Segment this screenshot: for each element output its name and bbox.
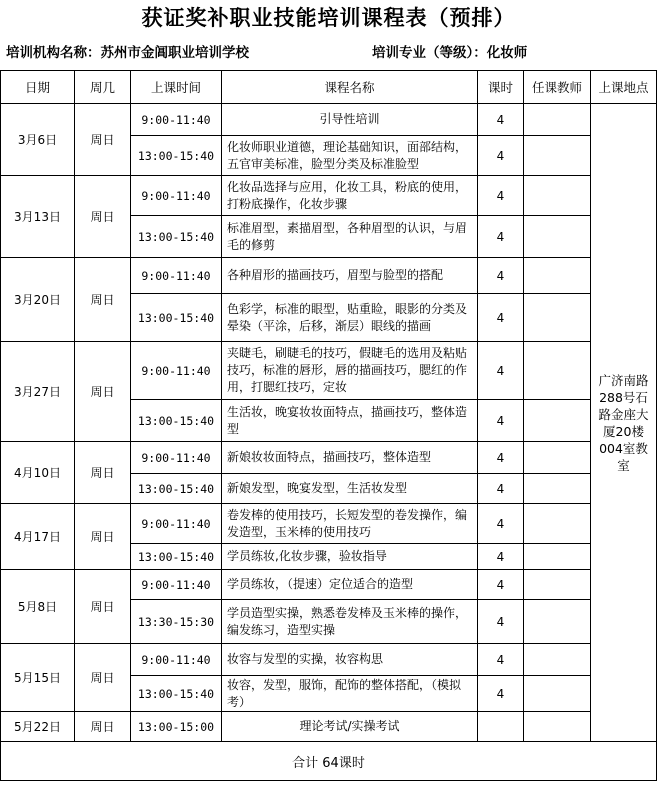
time-cell: 9:00-11:40 [131,442,222,474]
header-location: 上课地点 [591,71,657,104]
teacher-cell [524,504,591,544]
time-cell: 9:00-11:40 [131,504,222,544]
time-cell: 9:00-11:40 [131,644,222,676]
teacher-cell [524,136,591,176]
weekday-cell: 周日 [75,570,131,644]
course-cell: 引导性培训 [222,104,478,136]
table-row [1,644,657,676]
course-cell: 学员造型实操，熟悉卷发棒及玉米棒的操作，编发练习，造型实操 [222,600,478,644]
course-cell: 各种眉形的描画技巧，眉型与脸型的搭配 [222,258,478,294]
time-cell: 9:00-11:40 [131,570,222,600]
training-org-label: 培训机构名称：苏州市金阊职业培训学校 [6,45,249,61]
hours-cell: 4 [478,504,524,544]
time-cell: 13:00-15:40 [131,216,222,258]
teacher-cell [524,474,591,504]
time-cell: 13:00-15:40 [131,474,222,504]
time-cell: 9:00-11:40 [131,176,222,216]
course-cell: 标准眉型，素描眉型，各种眉型的认识，与眉毛的修剪 [222,216,478,258]
time-cell: 13:00-15:40 [131,400,222,442]
hours-cell: 4 [478,176,524,216]
weekday-cell: 周日 [75,258,131,342]
total-cell: 合计 64课时 [1,742,657,781]
header-course: 课程名称 [222,71,478,104]
time-cell: 13:00-15:00 [131,712,222,742]
teacher-cell [524,712,591,742]
table-row [1,342,657,400]
header-weekday: 周几 [75,71,131,104]
course-cell: 化妆师职业道德，理论基础知识，面部结构，五官审美标准，脸型分类及标准脸型 [222,136,478,176]
table-row [1,176,657,216]
course-cell: 卷发棒的使用技巧，长短发型的卷发操作，编发造型，玉米棒的使用技巧 [222,504,478,544]
course-cell: 学员练妆,化妆步骤，验妆指导 [222,544,478,570]
teacher-cell [524,258,591,294]
time-cell: 13:00-15:40 [131,676,222,712]
date-cell: 5月8日 [1,570,75,644]
hours-cell: 4 [478,474,524,504]
table-row [1,504,657,544]
date-cell: 3月20日 [1,258,75,342]
weekday-cell: 周日 [75,176,131,258]
time-cell: 13:30-15:30 [131,600,222,644]
teacher-cell [524,104,591,136]
course-cell: 妆容与发型的实操，妆容构思 [222,644,478,676]
hours-cell: 4 [478,442,524,474]
hours-cell: 4 [478,104,524,136]
weekday-cell: 周日 [75,644,131,712]
course-cell: 学员练妆，（提速）定位适合的造型 [222,570,478,600]
table-row [1,104,657,136]
location-cell: 广济南路288号石路金座大厦20楼004室教室 [591,104,657,742]
teacher-cell [524,442,591,474]
table-row [1,442,657,474]
weekday-cell: 周日 [75,712,131,742]
training-major-label: 培训专业（等级）：化妆师 [372,45,528,61]
course-cell: 妆容，发型，服饰，配饰的整体搭配，（模拟考） [222,676,478,712]
hours-cell: 4 [478,600,524,644]
course-cell: 新娘妆妆面特点，描画技巧，整体造型 [222,442,478,474]
info-row [0,36,657,70]
time-cell: 13:00-15:40 [131,136,222,176]
course-cell: 新娘发型，晚宴发型，生活妆发型 [222,474,478,504]
hours-cell: 4 [478,644,524,676]
time-cell: 9:00-11:40 [131,104,222,136]
date-cell: 3月13日 [1,176,75,258]
teacher-cell [524,570,591,600]
hours-cell: 4 [478,294,524,342]
hours-cell: 4 [478,676,524,712]
hours-cell: 4 [478,258,524,294]
date-cell: 4月10日 [1,442,75,504]
course-cell: 化妆品选择与应用，化妆工具，粉底的使用，打粉底操作，化妆步骤 [222,176,478,216]
date-cell: 4月17日 [1,504,75,570]
hours-cell: 4 [478,136,524,176]
teacher-cell [524,176,591,216]
table-header-row [1,71,657,104]
weekday-cell: 周日 [75,342,131,442]
weekday-cell: 周日 [75,504,131,570]
weekday-cell: 周日 [75,104,131,176]
course-cell: 夹睫毛，刷睫毛的技巧，假睫毛的选用及粘贴技巧，标准的唇形，唇的描画技巧，腮红的作用，打腮红技巧，定妆 [222,342,478,400]
teacher-cell [524,600,591,644]
course-cell: 生活妆，晚宴妆妆面特点，描画技巧，整体造型 [222,400,478,442]
table-row [1,258,657,294]
date-cell: 3月6日 [1,104,75,176]
teacher-cell [524,400,591,442]
table-row [1,570,657,600]
header-hours: 课时 [478,71,524,104]
time-cell: 9:00-11:40 [131,258,222,294]
teacher-cell [524,644,591,676]
hours-cell: 4 [478,342,524,400]
date-cell: 3月27日 [1,342,75,442]
time-cell: 13:00-15:40 [131,294,222,342]
header-time: 上课时间 [131,71,222,104]
hours-cell: 4 [478,544,524,570]
total-row [1,742,657,781]
schedule-table [0,70,657,781]
date-cell: 5月22日 [1,712,75,742]
date-cell: 5月15日 [1,644,75,712]
weekday-cell: 周日 [75,442,131,504]
teacher-cell [524,216,591,258]
page-title: 获证奖补职业技能培训课程表（预排） [141,6,516,30]
hours-cell: 4 [478,216,524,258]
table-row [1,712,657,742]
time-cell: 13:00-15:40 [131,544,222,570]
teacher-cell [524,544,591,570]
hours-cell: 4 [478,570,524,600]
teacher-cell [524,294,591,342]
schedule-body [1,104,657,742]
teacher-cell [524,676,591,712]
teacher-cell [524,342,591,400]
course-cell: 色彩学，标准的眼型，贴重睑，眼影的分类及晕染（平涂，后移，渐层）眼线的描画 [222,294,478,342]
header-date: 日期 [1,71,75,104]
time-cell: 9:00-11:40 [131,342,222,400]
course-cell: 理论考试/实操考试 [222,712,478,742]
hours-cell: 4 [478,400,524,442]
header-teacher: 任课教师 [524,71,591,104]
hours-cell [478,712,524,742]
